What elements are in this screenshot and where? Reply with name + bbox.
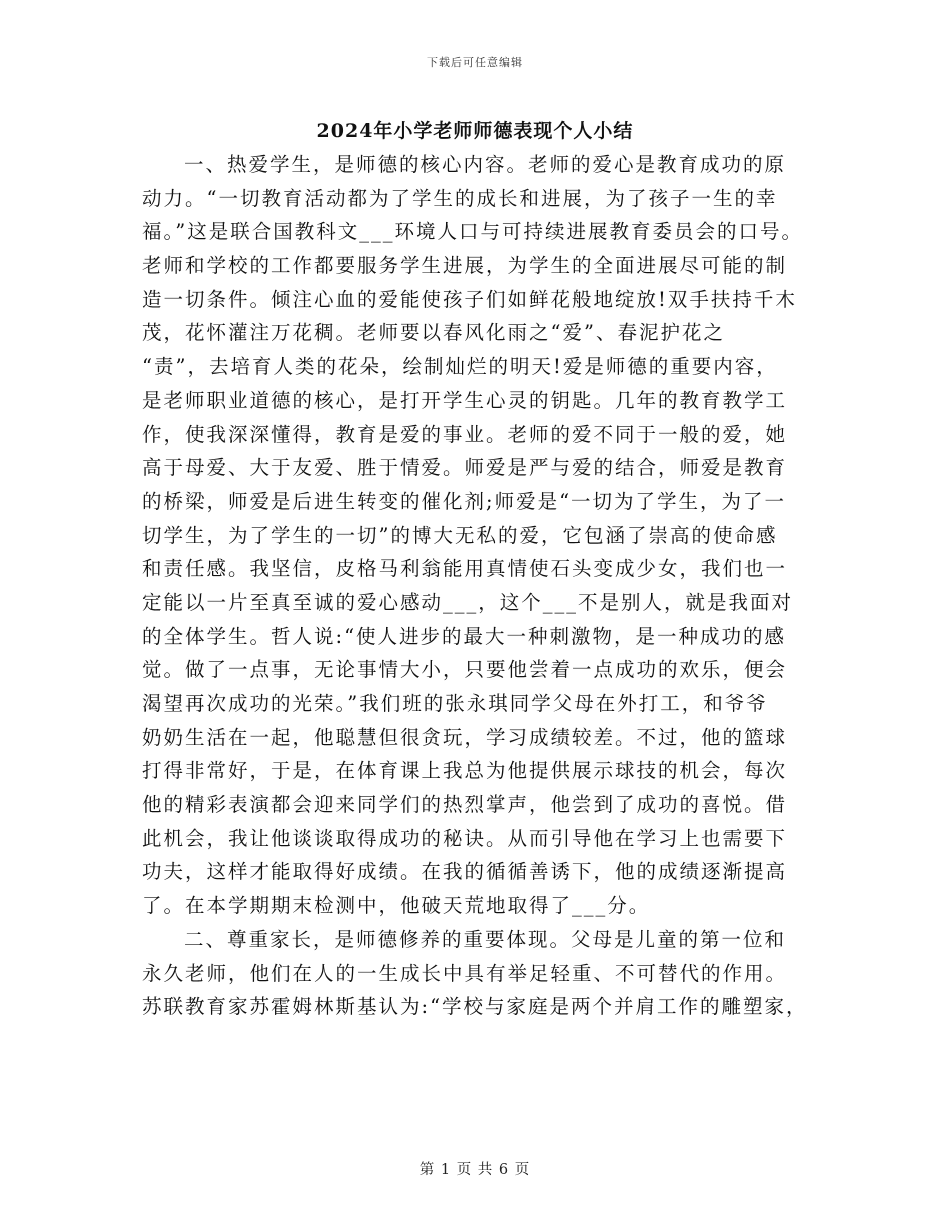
paragraph-2-line-2: 永久老师，他们在人的一生成长中具有举足轻重、不可替代的作用。: [142, 961, 788, 985]
paragraph-1-line-18: 奶奶生活在一起，他聪慧但很贪玩，学习成绩较差。不过，他的篮球: [142, 725, 788, 749]
paragraph-1-line-12: 切学生，为了学生的一切”的博大无私的爱，它包涵了崇高的使命感: [142, 523, 778, 547]
paragraph-1-line-9: 作，使我深深懂得，教育是爱的事业。老师的爱不同于一般的爱，她: [142, 422, 788, 446]
paragraph-1-line-20: 他的精彩表演都会迎来同学们的热烈掌声，他尝到了成功的喜悦。借: [142, 793, 788, 817]
paragraph-2-line-3: 苏联教育家苏霍姆林斯基认为:“学校与家庭是两个并肩工作的雕塑家，: [142, 995, 808, 1019]
paragraph-1-line-21: 此机会，我让他谈谈取得成功的秘诀。从而引导他在学习上也需要下: [142, 826, 788, 850]
paragraph-1-line-2: 动力。“一切教育活动都为了学生的成长和进展，为了孩子一生的幸: [142, 186, 778, 210]
paragraph-1-line-13: 和责任感。我坚信，皮格马利翁能用真情使石头变成少女，我们也一: [142, 557, 788, 581]
paragraph-1-line-3: 福。”这是联合国教科文___环境人口与可持续进展教育委员会的口号。: [142, 220, 803, 244]
paragraph-1-line-4: 老师和学校的工作都要服务学生进展，为学生的全面进展尽可能的制: [142, 254, 788, 278]
header-note: 下载后可任意编辑: [427, 56, 523, 69]
paragraph-1-line-11: 的桥梁，师爱是后进生转变的催化剂;师爱是“一切为了学生，为了一: [142, 489, 787, 513]
paragraph-1-line-14: 定能以一片至真至诚的爱心感动___，这个___不是别人，就是我面对: [142, 590, 794, 614]
paragraph-1-line-19: 打得非常好，于是，在体育课上我总为他提供展示球技的机会，每次: [142, 759, 788, 783]
paragraph-1-line-16: 觉。做了一点事，无论事情大小，只要他尝着一点成功的欢乐，便会: [142, 658, 788, 682]
paragraph-1-line-15: 的全体学生。哲人说:“使人进步的最大一种刺激物，是一种成功的感: [142, 624, 787, 648]
paragraph-1-line-23: 了。在本学期期末检测中，他破天荒地取得了___分。: [142, 894, 651, 918]
page-footer: 第 1 页 共 6 页: [419, 1162, 531, 1178]
paragraph-1-line-8: 是老师职业道德的核心，是打开学生心灵的钥匙。几年的教育教学工: [142, 388, 788, 412]
paragraph-1-line-1: 一、热爱学生，是师德的核心内容。老师的爱心是教育成功的原: [184, 153, 787, 176]
paragraph-1-line-17: 渴望再次成功的光荣。”我们班的张永琪同学父母在外打工，和爷爷: [142, 692, 768, 715]
paragraph-2-line-1: 二、尊重家长，是师德修养的重要体现。父母是儿童的第一位和: [184, 927, 787, 951]
paragraph-1-line-6: 茂，花怀灌注万花稠。老师要以春风化雨之“爱”、春泥护花之: [142, 321, 725, 345]
document-title: 2024年小学老师师德表现个人小结: [316, 120, 634, 142]
paragraph-1-line-22: 功夫，这样才能取得好成绩。在我的循循善诱下，他的成绩逐渐提高: [142, 860, 788, 884]
paragraph-1-line-5: 造一切条件。倾注心血的爱能使孩子们如鲜花般地绽放!双手扶持千木: [142, 287, 797, 311]
body-text: [142, 148, 822, 1024]
paragraph-1-line-10: 高于母爱、大于友爱、胜于情爱。师爱是严与爱的结合，师爱是教育: [142, 456, 788, 480]
paragraph-1-line-7: “责”，去培育人类的花朵，绘制灿烂的明天!爱是师德的重要内容，: [142, 355, 778, 379]
